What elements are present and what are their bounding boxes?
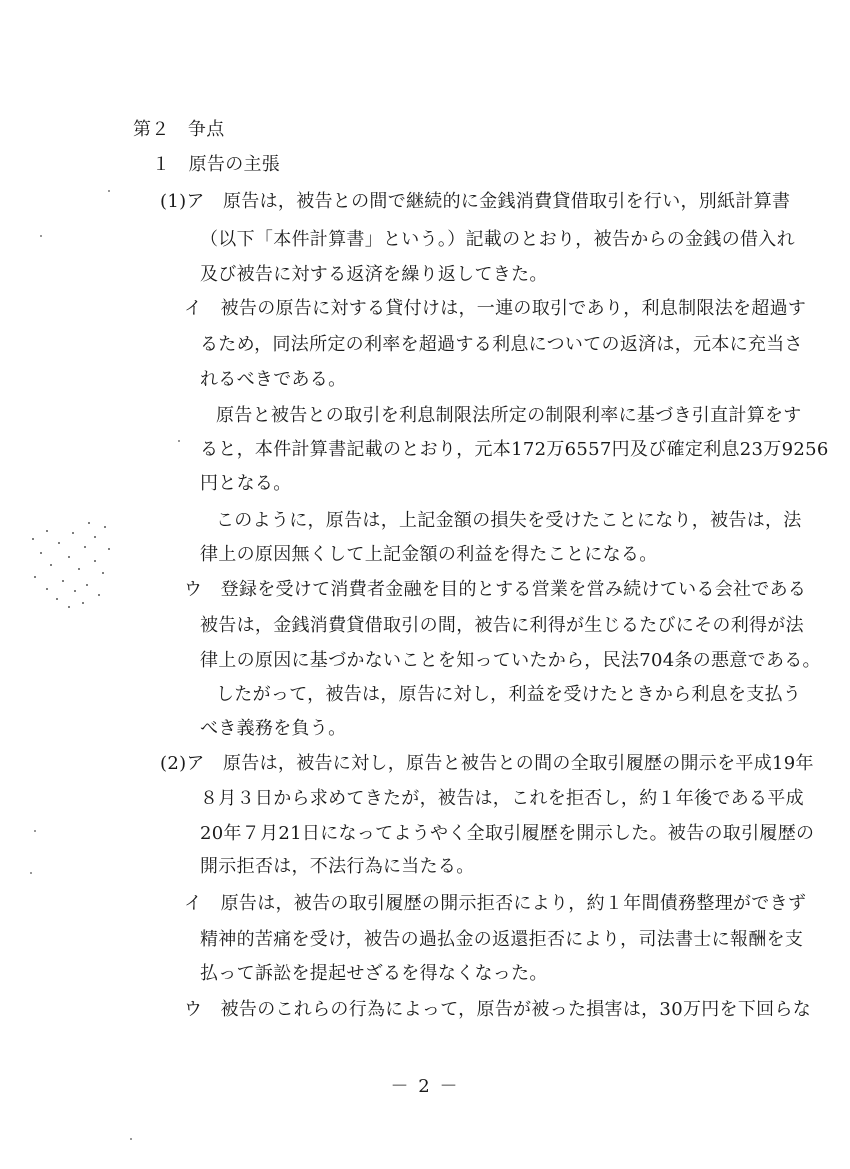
- paragraph-line: イ 原告は，被告の取引履歴の開示拒否により，約１年間債務整理ができず: [184, 893, 807, 914]
- scan-speck: [30, 872, 32, 874]
- paragraph-line: 律上の原因に基づかないことを知っていたから，民法704条の悪意である。: [200, 650, 821, 671]
- paragraph-line: 律上の原因無くして上記金額の利益を得たことになる。: [200, 544, 658, 565]
- paragraph-line: (2)ア 原告は，被告に対し，原告と被告との間の全取引履歴の開示を平成19年: [160, 753, 814, 774]
- scan-speck: [108, 190, 110, 192]
- paragraph-line: (1)ア 原告は，被告との間で継続的に金銭消費貸借取引を行い，別紙計算書: [160, 191, 791, 212]
- paragraph-line: ると，本件計算書記載のとおり，元本172万6557円及び確定利息23万9256: [200, 439, 829, 460]
- paragraph-line: 円となる。: [200, 473, 292, 494]
- paragraph-line: したがって，被告は，原告に対し，利益を受けたときから利息を支払う: [216, 684, 802, 705]
- scan-speck: [130, 1138, 132, 1140]
- paragraph-line: イ 被告の原告に対する貸付けは，一連の取引であり，利息制限法を超過す: [184, 298, 807, 319]
- paragraph-line: 20年７月21日になってようやく全取引履歴を開示した。被告の取引履歴の: [200, 823, 815, 844]
- paragraph-line: 及び被告に対する返済を繰り返してきた。: [200, 264, 548, 285]
- subsection-heading: １ 原告の主張: [152, 154, 281, 175]
- paragraph-line: このように，原告は，上記金額の損失を受けたことになり，被告は，法: [216, 510, 802, 531]
- paragraph-line: ８月３日から求めてきたが，被告は，これを拒否し，約１年後である平成: [200, 788, 804, 809]
- paragraph-line: 原告と被告との取引を利息制限法所定の制限利率に基づき引直計算をす: [216, 405, 802, 426]
- paragraph-line: （以下「本件計算書」という。）記載のとおり，被告からの金銭の借入れ: [200, 229, 795, 250]
- paragraph-line: ウ 登録を受けて消費者金融を目的とする営業を営み続けている会社である: [184, 579, 807, 600]
- paragraph-line: 払って訴訟を提起せざるを得なくなった。: [200, 963, 548, 984]
- paragraph-line: 開示拒否は，不法行為に当たる。: [200, 856, 475, 877]
- paragraph-line: べき義務を負う。: [200, 718, 347, 739]
- page-number: － 2 －: [390, 1076, 460, 1097]
- paragraph-line: るため，同法所定の利率を超過する利息についての返済は，元本に充当さ: [200, 334, 803, 355]
- scan-speck: [40, 235, 42, 237]
- paragraph-line: 精神的苦痛を受け，被告の過払金の返還拒否により，司法書士に報酬を支: [200, 929, 804, 950]
- paragraph-line: れるべきである。: [200, 369, 347, 390]
- scan-speck: [34, 830, 36, 832]
- paragraph-line: 被告は，金銭消費貸借取引の間，被告に利得が生じるたびにその利得が法: [200, 615, 804, 636]
- scan-speck: [178, 440, 180, 442]
- paragraph-line: ウ 被告のこれらの行為によって，原告が被った損害は，30万円を下回らな: [184, 999, 812, 1020]
- section-heading: 第２ 争点: [133, 119, 225, 140]
